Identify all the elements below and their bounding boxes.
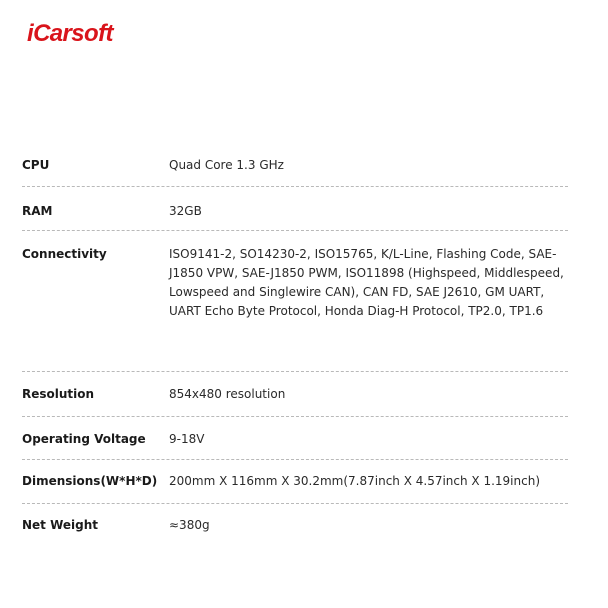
spec-label: Net Weight: [22, 518, 99, 532]
spec-label: Resolution: [22, 387, 95, 401]
spec-value: 9-18V: [169, 432, 205, 446]
spec-value: 200mm X 116mm X 30.2mm(7.87inch X 4.57inch X 1.19inch): [169, 474, 541, 488]
spec-label: CPU: [22, 158, 50, 172]
spec-row-net-weight: [22, 504, 568, 548]
spec-row-ram: [22, 187, 568, 231]
brand-logo: iCarsoft: [27, 20, 113, 47]
spec-label: Dimensions(W*H*D): [22, 474, 158, 488]
spec-value: ISO9141-2, SO14230-2, ISO15765, K/L-Line, Flashing Code, SAE-J1850 VPW, SAE-J1850 PWM, ISO11898 (Highspeed, Middlespeed, Lowspeed and Singlewire CAN), CAN FD, SAE J2610, GM UART, UART Echo Byte Protocol, Honda Diag-H Protocol, TP2.0, TP1.6: [169, 247, 564, 318]
spec-value: ≈380g: [169, 518, 210, 532]
spec-label: RAM: [22, 204, 53, 218]
spec-row-connectivity: [22, 231, 568, 372]
spec-row-operating-voltage: [22, 417, 568, 460]
spec-label: Operating Voltage: [22, 432, 146, 446]
spec-row-cpu: [22, 143, 568, 187]
spec-value: 854x480 resolution: [169, 387, 286, 401]
spec-value: 32GB: [169, 204, 202, 218]
spec-value: Quad Core 1.3 GHz: [169, 158, 284, 172]
spec-label: Connectivity: [22, 247, 107, 261]
spec-table: [22, 143, 568, 548]
spec-row-resolution: [22, 372, 568, 417]
spec-row-dimensions: [22, 460, 568, 504]
